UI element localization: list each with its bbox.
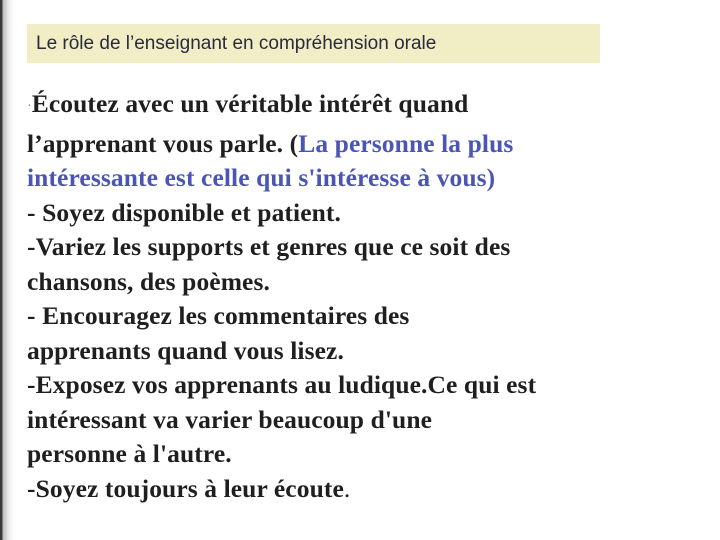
line-text: apprenants quand vous lisez. (27, 335, 344, 365)
slide-body (27, 87, 707, 506)
text-line (27, 403, 707, 438)
line-text: chansons, des poèmes. (27, 266, 270, 296)
line-text: l’apprenant vous parle. ( (27, 128, 299, 158)
text-line (27, 299, 707, 334)
line-text: - Soyez disponible et patient. (27, 197, 341, 227)
text-line (27, 196, 707, 231)
line-text: Écoutez avec un véritable intérêt quand (31, 89, 469, 118)
line-text: - Encouragez les commentaires des (27, 301, 410, 330)
trailing-period: . (343, 473, 351, 503)
highlighted-text: La personne la plus (298, 128, 514, 158)
line-text: -Soyez toujours à leur écoute (27, 473, 344, 503)
page-title: Le rôle de l’enseignant en compréhension orale (36, 33, 437, 54)
title-banner (27, 24, 600, 63)
text-line (27, 265, 707, 300)
text-line (27, 127, 707, 162)
text-line (27, 161, 707, 196)
text-line (27, 472, 707, 507)
text-line (27, 334, 707, 369)
bullet-dot: · (27, 99, 32, 114)
highlighted-text: intéressante est celle qui s'intéresse à vous) (27, 163, 496, 192)
line-text: personne à l'autre. (27, 439, 232, 468)
left-border-rule (0, 0, 14, 540)
text-line (27, 368, 707, 403)
text-line (27, 87, 707, 127)
text-line (27, 230, 707, 265)
line-text: -Exposez vos apprenants au ludique.Ce qui est (27, 370, 537, 399)
line-text: -Variez les supports et genres que ce soit des (27, 232, 511, 261)
text-line (27, 437, 707, 472)
line-text: intéressant va varier beaucoup d'une (27, 404, 433, 434)
